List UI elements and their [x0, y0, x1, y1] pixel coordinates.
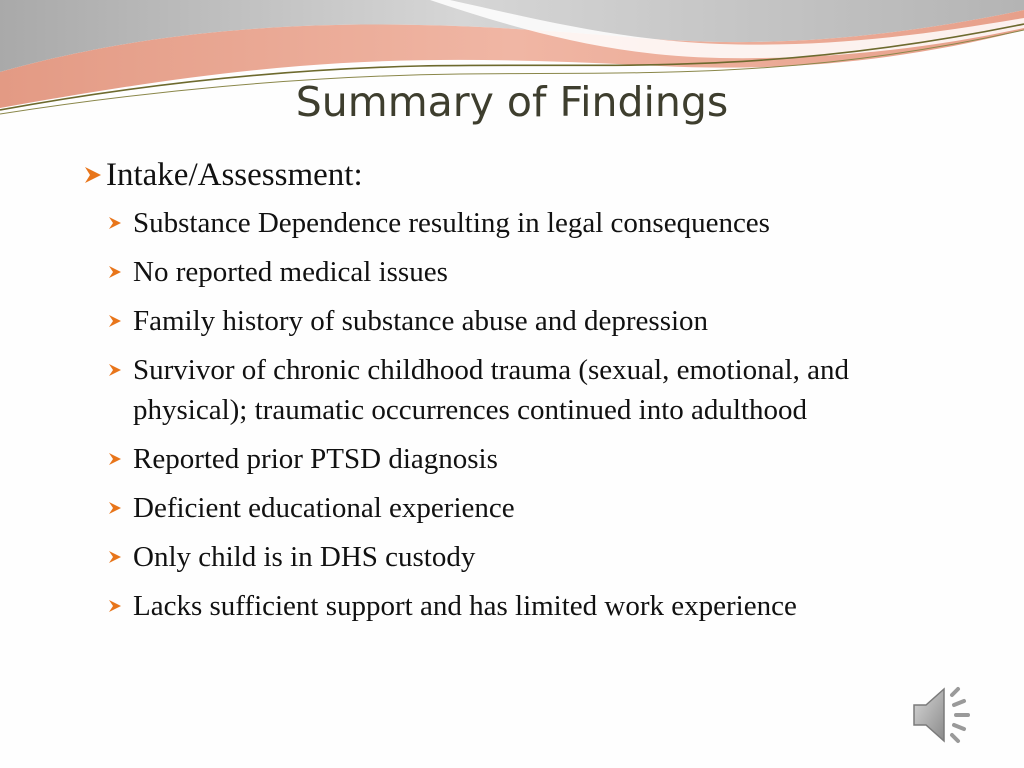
- section-heading: Intake/Assessment:: [106, 157, 363, 193]
- list-item: [86, 586, 946, 626]
- arrowhead-bullet-icon: [108, 265, 122, 279]
- findings-list: [86, 203, 946, 626]
- list-item: [86, 350, 946, 430]
- list-item: [86, 301, 946, 341]
- arrowhead-bullet-icon: [108, 216, 122, 230]
- list-item: [86, 537, 946, 577]
- list-item: [86, 439, 946, 479]
- arrowhead-bullet-icon: [108, 314, 122, 328]
- list-item-text: Family history of substance abuse and depression: [133, 305, 709, 337]
- list-item: [86, 252, 946, 292]
- list-item: [86, 488, 946, 528]
- list-item-text: Survivor of chronic childhood trauma (sexual, emotional, and physical); traumatic occurrences continued into adulthood: [133, 354, 849, 426]
- slide-body: [86, 155, 946, 635]
- slide-title: Summary of Findings: [295, 78, 729, 126]
- level1-bullet: [86, 155, 946, 195]
- list-item-text: Lacks sufficient support and has limited work experience: [133, 590, 797, 622]
- list-item-text: Only child is in DHS custody: [133, 541, 476, 573]
- arrowhead-bullet-icon: [108, 550, 122, 564]
- list-item-text: Deficient educational experience: [133, 492, 515, 524]
- list-item-text: Reported prior PTSD diagnosis: [133, 443, 498, 475]
- arrowhead-bullet-icon: [108, 363, 122, 377]
- list-item-text: Substance Dependence resulting in legal consequences: [133, 207, 770, 239]
- list-item-text: No reported medical issues: [133, 256, 448, 288]
- speaker-icon[interactable]: [908, 683, 982, 747]
- arrowhead-bullet-icon: [108, 501, 122, 515]
- arrowhead-bullet-icon: [108, 599, 122, 613]
- list-item: [86, 203, 946, 243]
- arrowhead-bullet-icon: [108, 452, 122, 466]
